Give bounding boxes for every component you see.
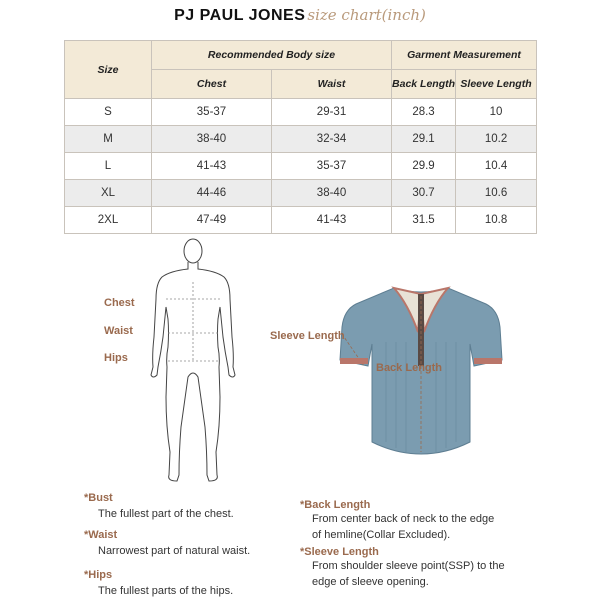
body-size-group-header: Recommended Body size — [152, 41, 392, 70]
back-length-definition — [300, 499, 494, 543]
sleeve-length-header: Sleeve Length — [456, 70, 537, 99]
table-row — [65, 126, 537, 153]
sleeve-cell: 10.2 — [456, 126, 537, 153]
back-cell: 29.9 — [392, 153, 456, 180]
size-cell: M — [65, 126, 152, 153]
chest-header: Chest — [152, 70, 272, 99]
sleeve-length-description-line2: edge of sleeve opening. — [312, 576, 429, 588]
hips-label: Hips — [104, 352, 128, 364]
waist-description: Narrowest part of natural waist. — [98, 545, 251, 557]
sleeve-cell: 10 — [456, 99, 537, 126]
table-row — [65, 153, 537, 180]
sleeve-cell: 10.4 — [456, 153, 537, 180]
waist-label: Waist — [104, 325, 133, 337]
size-cell: S — [65, 99, 152, 126]
back-cell: 30.7 — [392, 180, 456, 207]
chart-title — [0, 6, 600, 25]
waist-cell: 32-34 — [272, 126, 392, 153]
hips-definition — [84, 569, 233, 599]
waist-definition — [84, 529, 250, 559]
sleeve-length-definition — [300, 546, 505, 590]
chest-cell: 38-40 — [152, 126, 272, 153]
waist-term: *Waist — [84, 529, 118, 541]
size-cell: 2XL — [65, 207, 152, 234]
waist-header: Waist — [272, 70, 392, 99]
body-figure-illustration — [148, 237, 238, 487]
size-cell: L — [65, 153, 152, 180]
sleeve-cell: 10.6 — [456, 180, 537, 207]
sleeve-cell: 10.8 — [456, 207, 537, 234]
size-cell: XL — [65, 180, 152, 207]
table-row — [65, 99, 537, 126]
back-length-label: Back Length — [376, 362, 443, 374]
table-row — [65, 207, 537, 234]
sleeve-length-description-line1: From shoulder sleeve point(SSP) to the — [312, 560, 505, 572]
brand-name: PJ PAUL JONES — [174, 7, 306, 24]
back-cell: 28.3 — [392, 99, 456, 126]
back-cell: 31.5 — [392, 207, 456, 234]
chest-cell: 44-46 — [152, 180, 272, 207]
hips-description: The fullest parts of the hips. — [98, 585, 234, 597]
size-table — [64, 40, 537, 234]
hips-term: *Hips — [84, 569, 113, 581]
bust-description: The fullest part of the chest. — [98, 508, 234, 520]
chart-subtitle: size chart(inch) — [307, 6, 426, 24]
back-cell: 29.1 — [392, 126, 456, 153]
back-length-description-line2: of hemline(Collar Excluded). — [312, 529, 451, 541]
sleeve-length-label: Sleeve Length — [270, 330, 345, 342]
waist-cell: 41-43 — [272, 207, 392, 234]
garment-group-header: Garment Measurement — [392, 41, 537, 70]
back-length-description-line1: From center back of neck to the edge — [312, 513, 495, 525]
waist-cell: 29-31 — [272, 99, 392, 126]
bust-term: *Bust — [84, 492, 113, 504]
bust-definition — [84, 492, 234, 522]
waist-cell: 35-37 — [272, 153, 392, 180]
chest-cell: 47-49 — [152, 207, 272, 234]
chest-cell: 35-37 — [152, 99, 272, 126]
size-header: Size — [65, 41, 152, 99]
table-row — [65, 180, 537, 207]
back-length-header: Back Length — [392, 70, 456, 99]
sleeve-length-term: *Sleeve Length — [300, 546, 379, 558]
waist-cell: 38-40 — [272, 180, 392, 207]
back-length-term: *Back Length — [300, 499, 371, 511]
chest-label: Chest — [104, 297, 135, 309]
chest-cell: 41-43 — [152, 153, 272, 180]
